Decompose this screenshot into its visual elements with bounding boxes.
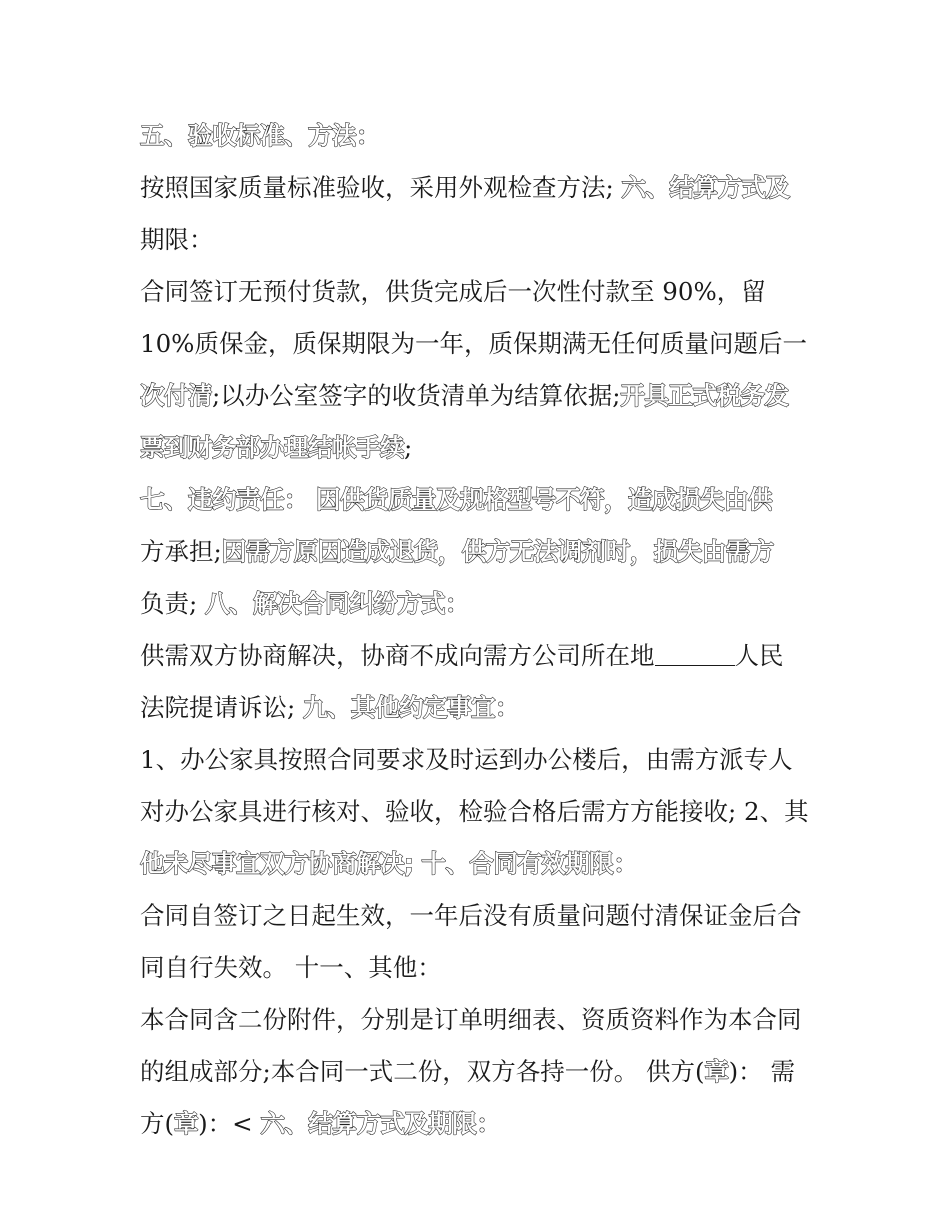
text-segment: 负责; (140, 589, 206, 618)
text-line (140, 474, 820, 526)
text-line (140, 578, 820, 630)
text-segment: 10%质保金，质保期限为一年，质保期满无任何质量问题后一 (140, 329, 807, 358)
text-segment: 方承担; (140, 537, 222, 566)
text-segment: 对办公家具进行核对、验收，检验合格后需方方能接收; 2、其 (140, 797, 809, 826)
text-segment: 的组成部分;本合同一式二份，双方各持一份。 供方( (140, 1057, 705, 1086)
text-line (140, 734, 820, 786)
text-segment: ;以办公室签字的收货清单为结算依据; (212, 381, 621, 410)
text-line (140, 1046, 820, 1098)
highlighted-text: 九、其他约定事宜： (303, 693, 520, 722)
text-segment: 本合同含二份附件，分别是订单明细表、资质资料作为本合同 (140, 1005, 802, 1034)
text-line (140, 526, 820, 578)
text-line (140, 942, 820, 994)
highlighted-text: 六、结算方式及期限： (260, 1109, 501, 1138)
text-segment: 供需双方协商解决，协商不成向需方公司所在地 (140, 641, 655, 670)
highlighted-text: 五、验收标准、方法： (140, 121, 380, 150)
text-segment: 合同签订无预付货款，供货完成后一次性付款至 90%，留 (140, 277, 766, 306)
text-segment: 人民 (734, 641, 784, 670)
highlighted-text: 章 (704, 1057, 729, 1086)
text-segment: 合同自签订之日起生效，一年后没有质量问题付清保证金后合 (140, 901, 802, 930)
text-segment: )：< (198, 1109, 261, 1138)
text-line (140, 838, 820, 890)
text-line (140, 422, 820, 474)
highlighted-text: 六、结算方式及 (621, 173, 790, 202)
text-line (140, 1098, 820, 1150)
text-line (140, 110, 820, 162)
text-line (140, 214, 820, 266)
text-segment: 1、办公家具按照合同要求及时运到办公楼后，由需方派专人 (140, 745, 793, 774)
text-line (140, 890, 820, 942)
highlighted-text: 因需方原因造成退货，供方无法调剂时，损失由需方 (221, 537, 774, 566)
highlighted-text: 开具正式税务发 (620, 381, 789, 410)
highlighted-text: 票到财务部办理结帐手续 (140, 433, 404, 462)
text-line (140, 994, 820, 1046)
highlighted-text: 七、违约责任： 因供货质量及规格型号不符，造成损失由供 (140, 485, 773, 514)
text-line (140, 266, 820, 318)
text-segment: 按照国家质量标准验收，采用外观检查方法; (140, 173, 622, 202)
text-line (140, 682, 820, 734)
highlighted-text: 章 (174, 1109, 199, 1138)
text-segment: 法院提请诉讼; (140, 693, 304, 722)
text-segment: 方( (140, 1109, 175, 1138)
text-line (140, 786, 820, 838)
document-body (140, 110, 820, 1150)
fill-in-blank (655, 639, 735, 666)
text-segment: ; (404, 433, 413, 462)
highlighted-text: 八、解决合同纠纷方式： (205, 589, 470, 618)
text-segment: )： 需 (728, 1057, 795, 1086)
text-line (140, 162, 820, 214)
text-line (140, 370, 820, 422)
text-line (140, 318, 820, 370)
text-segment: 同自行失效。 十一、其他： (140, 953, 442, 982)
text-segment: 期限： (140, 225, 214, 254)
text-line (140, 630, 820, 682)
highlighted-text: 他未尽事宜双方协商解决; 十、合同有效期限： (140, 849, 638, 878)
highlighted-text: 次付清 (140, 381, 212, 410)
